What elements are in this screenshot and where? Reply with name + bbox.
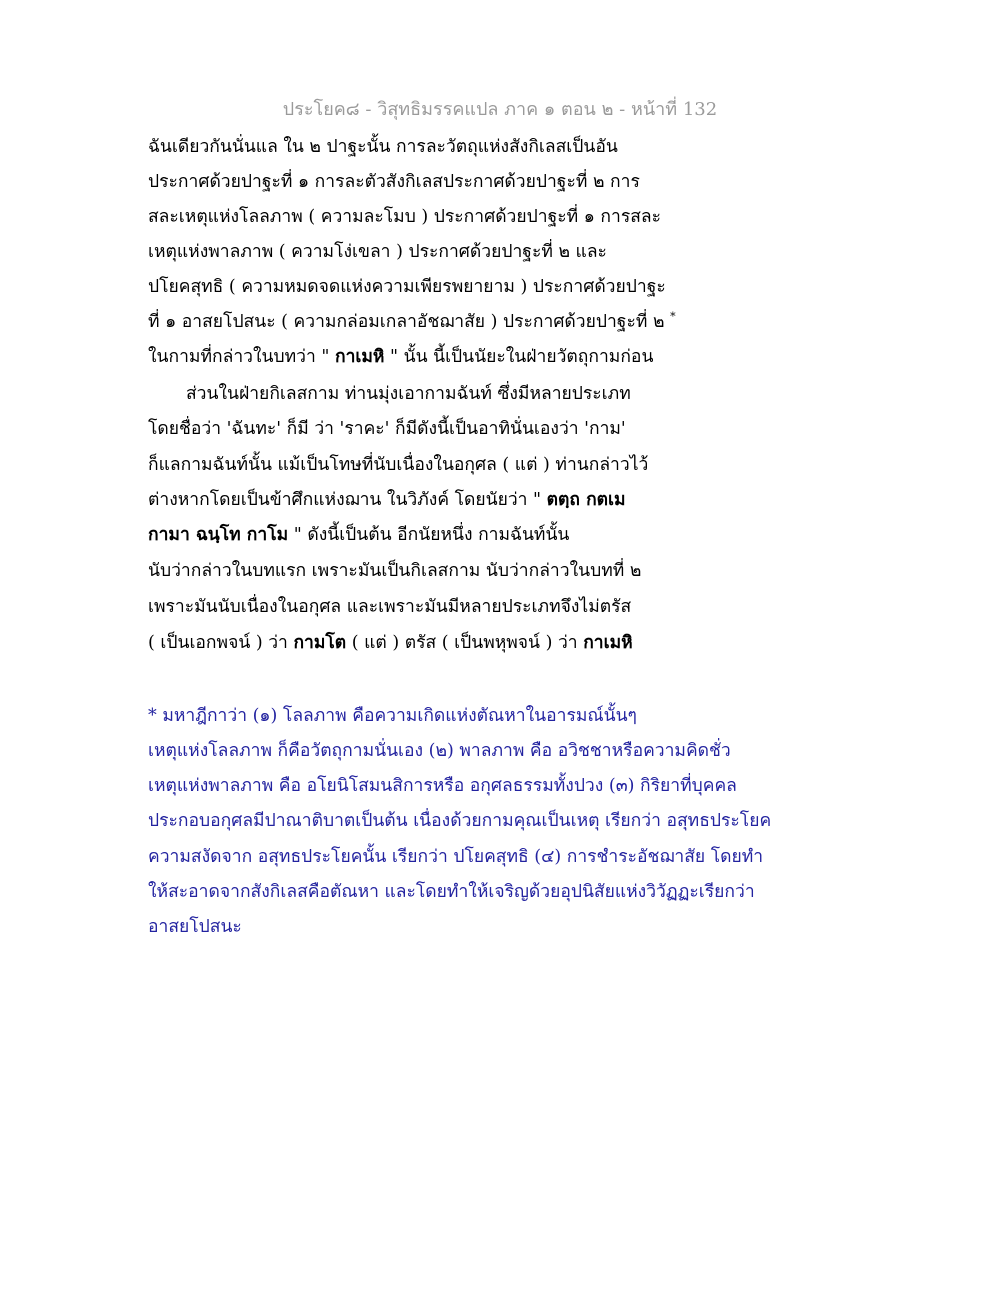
body-line-text: ( แต่ ) ตรัส ( เป็นพหุพจน์ ) ว่า [346, 633, 584, 653]
bold-term: กามา ฉนฺโท กาโม [148, 525, 289, 545]
body-line-text: " นั้น นี้เป็นนัยะในฝ่ายวัตถุกามก่อน [384, 347, 654, 367]
body-line: นับว่ากล่าวในบทแรก เพราะมันเป็นกิเลสกาม นับว่ากล่าวในบทที่ ๒ [148, 561, 642, 581]
body-line: เพราะมันนับเนื่องในอกุศล และเพราะมันมีหลายประเภทจึงไม่ตรัส [148, 597, 632, 617]
body-line-text: ที่ ๑ อาสยโปสนะ ( ความกล่อมเกลาอัชฌาสัย ) ประกาศด้วยปาฐะที่ ๒ [148, 312, 671, 332]
body-line-text: ในกามที่กล่าวในบทว่า " [148, 347, 335, 367]
bold-term: กามโต [293, 633, 347, 653]
body-line: ปโยคสุทธิ ( ความหมดจดแห่งความเพียรพยายาม ) ประกาศด้วยปาฐะ [148, 277, 666, 297]
body-line [148, 485, 626, 515]
footnote-line: อาสยโปสนะ [148, 917, 242, 937]
footnote-line: ความสงัดจาก อสุทธประโยคนั้น เรียกว่า ปโยคสุทธิ (๔) การชำระอัชฌาสัย โดยทำ [148, 847, 764, 867]
body-line-text: ต่างหากโดยเป็นข้าศึกแห่งฌาน ในวิภังค์ โดยนัยว่า " [148, 490, 547, 510]
body-line: โดยชื่อว่า 'ฉันทะ' ก็มี ว่า 'ราคะ' ก็มีดังนี้เป็นอาทินั่นเองว่า 'กาม' [148, 419, 626, 439]
bold-term: กาเมหิ [334, 347, 385, 367]
bold-term: กาเมหิ [583, 633, 633, 653]
footnote-line: เหตุแห่งโลลภาพ ก็คือวัตถุกามนั่นเอง (๒) พาลภาพ คือ อวิชชาหรือความคิดชั่ว [148, 741, 731, 761]
footnote-marker: * [670, 310, 676, 324]
body-line: สละเหตุแห่งโลลภาพ ( ความละโมบ ) ประกาศด้วยปาฐะที่ ๑ การสละ [148, 207, 662, 227]
footnote-line: ประกอบอกุศลมีปาณาติบาตเป็นต้น เนื่องด้วยกามคุณเป็นเหตุ เรียกว่า อสุทธประโยค [148, 811, 772, 831]
bold-term: ตตฺถ กตเม [546, 490, 626, 510]
page-header: ประโยค๘ - วิสุทธิมรรคแปล ภาค ๑ ตอน ๒ - หน้าที่ 132 [282, 99, 718, 120]
body-line: ส่วนในฝ่ายกิเลสกาม ท่านมุ่งเอากามฉันท์ ซึ่งมีหลายประเภท [186, 384, 631, 404]
body-line [148, 307, 676, 337]
body-line: ฉันเดียวกันนั่นแล ใน ๒ ปาฐะนั้น การละวัตถุแห่งสังกิเลสเป็นอัน [148, 137, 618, 157]
body-line: ประกาศด้วยปาฐะที่ ๑ การละตัวสังกิเลสประกาศด้วยปาฐะที่ ๒ การ [148, 172, 640, 192]
body-line: เหตุแห่งพาลภาพ ( ความโง่เขลา ) ประกาศด้วยปาฐะที่ ๒ และ [148, 242, 607, 262]
body-line [148, 520, 569, 550]
body-line [148, 342, 653, 372]
footnote-line: เหตุแห่งพาลภาพ คือ อโยนิโสมนสิการหรือ อกุศลธรรมทั้งปวง (๓) กิริยาที่บุคคล [148, 776, 737, 796]
body-line-text: ( เป็นเอกพจน์ ) ว่า [148, 633, 294, 653]
body-line [148, 628, 633, 658]
body-line-text: " ดังนี้เป็นต้น อีกนัยหนึ่ง กามฉันท์นั้น [288, 525, 570, 545]
body-line: ก็แลกามฉันท์นั้น แม้เป็นโทษที่นับเนื่องในอกุศล ( แต่ ) ท่านกล่าวไว้ [148, 455, 649, 475]
footnote-line: ให้สะอาดจากสังกิเลสคือตัณหา และโดยทำให้เจริญด้วยอุปนิสัยแห่งวิวัฏฏะเรียกว่า [148, 882, 755, 902]
footnote-line: * มหาฎีกาว่า (๑) โลลภาพ คือความเกิดแห่งตัณหาในอารมณ์นั้นๆ [148, 706, 637, 726]
